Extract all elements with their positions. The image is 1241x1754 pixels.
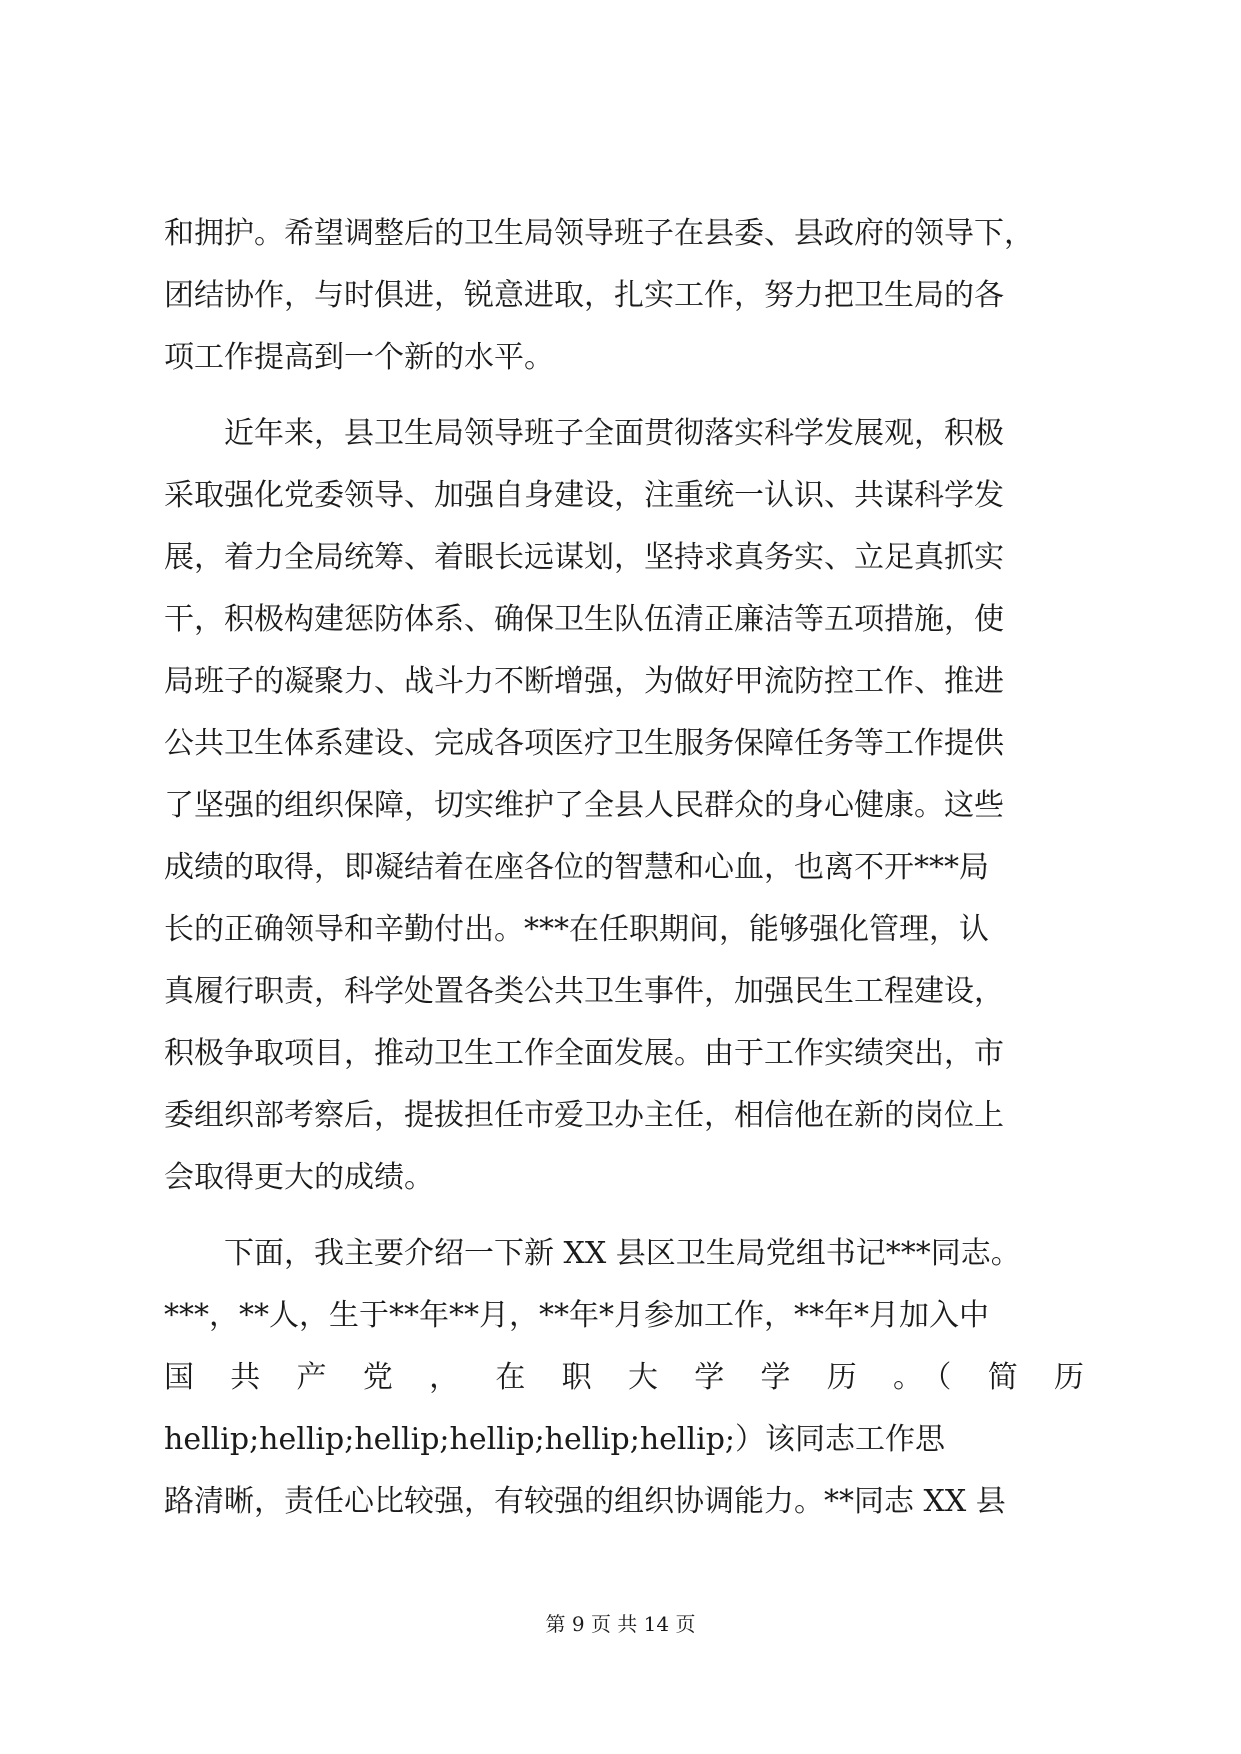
body-line: 近年来，县卫生局领导班子全面贯彻落实科学发展观，积极 (164, 416, 1004, 451)
body-line: 和拥护。希望调整后的卫生局领导班子在县委、县政府的领导下， (164, 216, 1034, 251)
body-line: 路清晰，责任心比较强，有较强的组织协调能力。**同志 XX 县 (164, 1484, 1006, 1519)
body-line: 采取强化党委领导、加强自身建设，注重统一认识、共谋科学发 (164, 478, 1004, 513)
body-line: 项工作提高到一个新的水平。 (164, 340, 554, 375)
body-line: 会取得更大的成绩。 (164, 1160, 434, 1195)
body-line: 国 共 产 党 ， 在 职 大 学 学 历 。（ 简 历 (164, 1360, 1084, 1395)
body-line: 局班子的凝聚力、战斗力不断增强，为做好甲流防控工作、推进 (164, 664, 1004, 699)
page-number-footer: 第 9 页 共 14 页 (545, 1612, 696, 1636)
body-line: 真履行职责，科学处置各类公共卫生事件，加强民生工程建设， (164, 974, 1004, 1009)
body-line: 积极争取项目，推动卫生工作全面发展。由于工作实绩突出，市 (164, 1036, 1004, 1071)
body-line: 委组织部考察后，提拔担任市爱卫办主任，相信他在新的岗位上 (164, 1098, 1004, 1133)
body-line: 展，着力全局统筹、着眼长远谋划，坚持求真务实、立足真抓实 (164, 540, 1004, 575)
body-line: ***，**人，生于**年**月，**年*月参加工作，**年*月加入中 (164, 1298, 989, 1333)
body-line: 干，积极构建惩防体系、确保卫生队伍清正廉洁等五项措施，使 (164, 602, 1004, 637)
body-line: 成绩的取得，即凝结着在座各位的智慧和心血，也离不开***局 (164, 850, 989, 885)
body-line: 下面，我主要介绍一下新 XX 县区卫生局党组书记***同志。 (164, 1236, 1021, 1271)
body-line: 长的正确领导和辛勤付出。***在任职期间，能够强化管理，认 (164, 912, 989, 947)
body-line: 团结协作，与时俱进，锐意进取，扎实工作，努力把卫生局的各 (164, 278, 1004, 313)
body-line: 了坚强的组织保障，切实维护了全县人民群众的身心健康。这些 (164, 788, 1004, 823)
body-line: hellip;hellip;hellip;hellip;hellip;hellip;）该同志工作思 (164, 1422, 946, 1457)
body-line: 公共卫生体系建设、完成各项医疗卫生服务保障任务等工作提供 (164, 726, 1004, 761)
